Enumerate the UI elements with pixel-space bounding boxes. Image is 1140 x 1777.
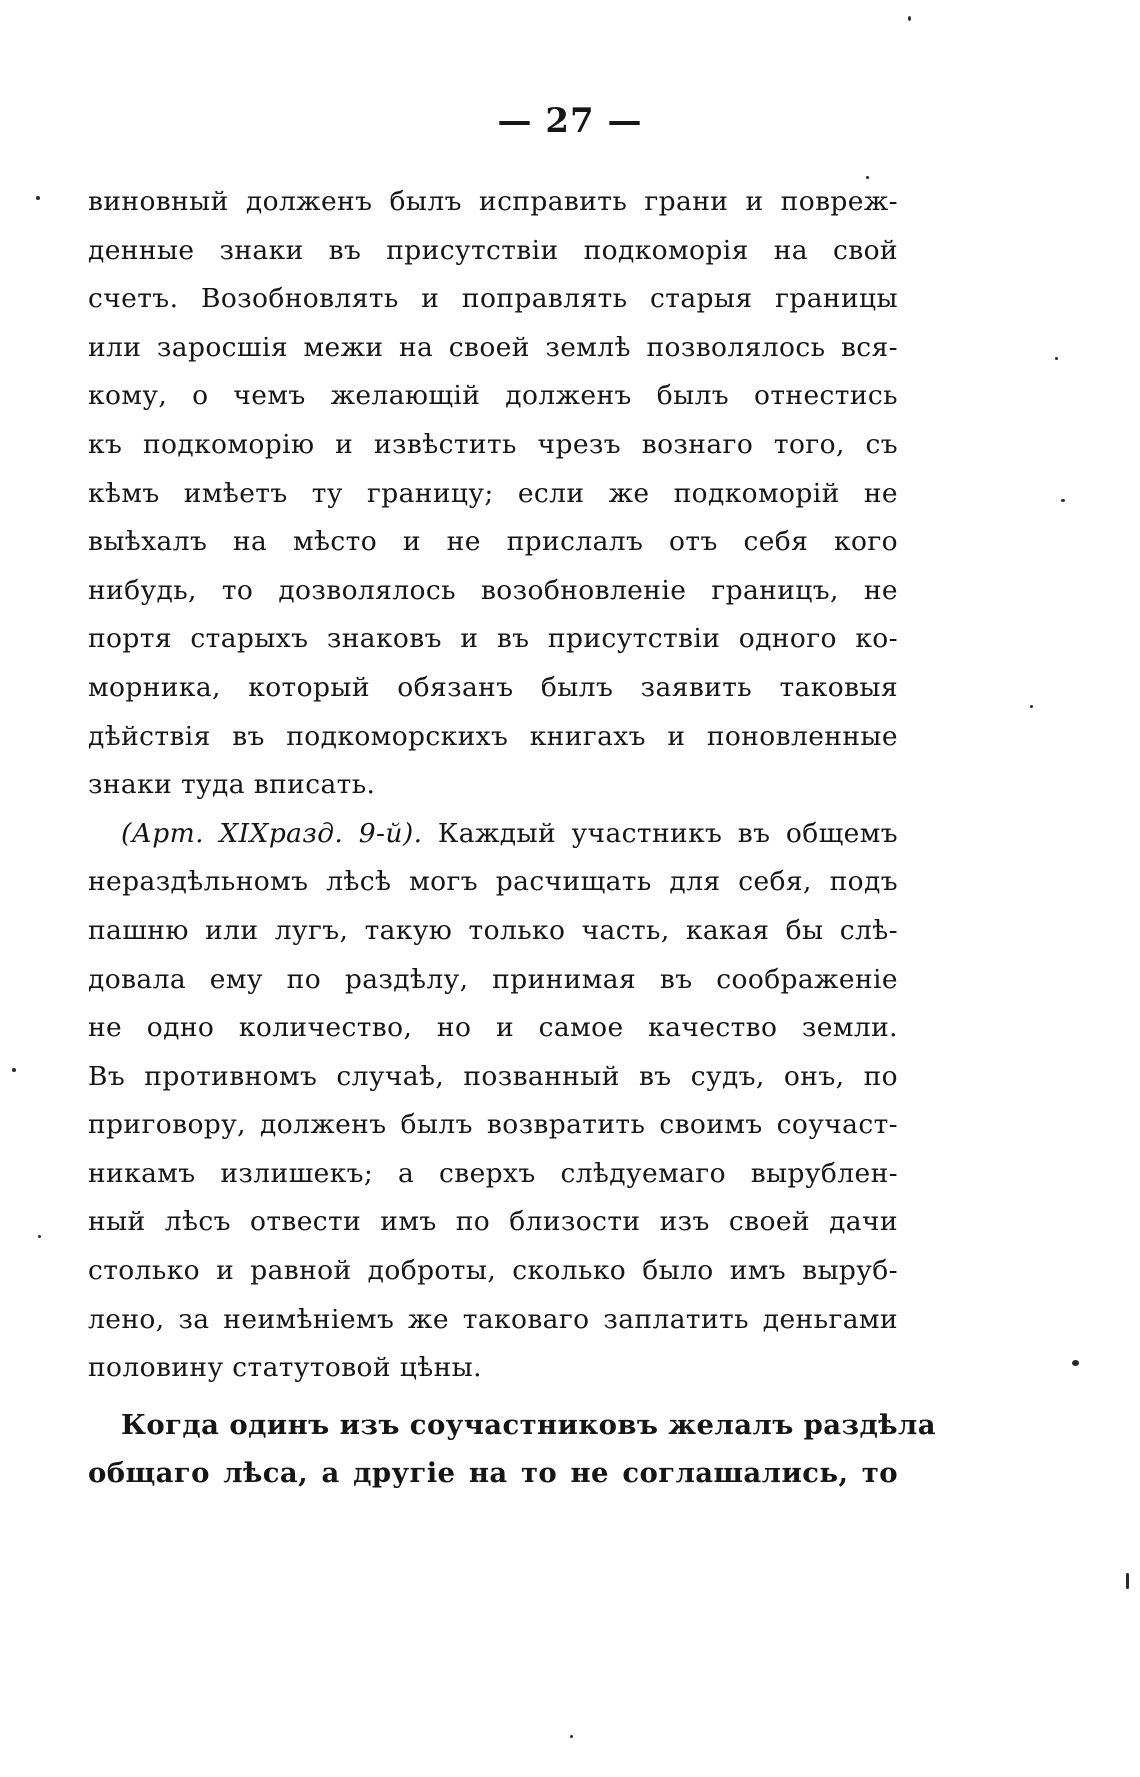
- text-line: никамъ излишекъ; а сверхъ слѣдуемаго вырублен-: [88, 1157, 898, 1189]
- scan-speck: [866, 176, 869, 179]
- text-line: ный лѣсъ отвести имъ по близости изъ своей дачи: [88, 1206, 898, 1238]
- scan-speck: [1061, 499, 1065, 502]
- text-line: или заросшія межи на своей землѣ позволялось вся-: [88, 331, 898, 363]
- text-line: Въ противномъ случаѣ, позванный въ судъ, онъ, по: [88, 1060, 898, 1092]
- text-line: пашню или лугъ, такую только часть, какая бы слѣ-: [88, 914, 898, 946]
- page-text: [88, 178, 936, 1498]
- paragraph-2: [88, 810, 898, 1393]
- text-line: [88, 810, 898, 859]
- scan-speck: [38, 1235, 41, 1238]
- scan-speck: [908, 16, 911, 21]
- text-line: кѣмъ имѣетъ ту границу; если же подкоморій не: [88, 477, 898, 509]
- text-line: денные знаки въ присутствіи подкоморія на свой: [88, 234, 898, 266]
- text-line: виновный долженъ былъ исправить грани и повреж-: [88, 186, 898, 217]
- text-line: дѣйствія въ подкоморскихъ книгахъ и поновленные: [88, 720, 898, 752]
- text-line: знаки туда вписать.: [88, 769, 376, 801]
- text-line: Когда одинъ изъ соучастниковъ желалъ раздѣла: [121, 1408, 936, 1441]
- article-reference: (Арт. XIXразд. 9-й).: [121, 817, 423, 849]
- text-line: къ подкоморію и извѣстить чрезъ вознаго того, съ: [88, 428, 898, 460]
- scan-speck: [570, 1735, 573, 1738]
- paragraph-1: [88, 178, 898, 810]
- scan-speck: [12, 1068, 16, 1072]
- text-line: половину статутовой цѣны.: [88, 1352, 482, 1384]
- paragraph-3: [88, 1401, 936, 1498]
- scan-speck: [1126, 1573, 1129, 1589]
- text-line: выѣхалъ на мѣсто и не прислалъ отъ себя кого: [88, 526, 898, 558]
- text-line: довала ему по раздѣлу, принимая въ соображеніе: [88, 963, 898, 995]
- text-line: нераздѣльномъ лѣсѣ могъ расчищать для себя, подъ: [88, 866, 898, 898]
- text-line-rest: Каждый участникъ въ общемъ: [422, 817, 898, 849]
- text-line: портя старыхъ знаковъ и въ присутствіи одного ко-: [88, 623, 898, 655]
- text-line: приговору, долженъ былъ возвратить своимъ соучаст-: [88, 1109, 898, 1141]
- text-line: счетъ. Возобновлять и поправлять старыя границы: [88, 283, 898, 315]
- scan-speck: [1030, 705, 1033, 708]
- scan-speck: [36, 196, 40, 200]
- text-line: нибудь, то дозволялось возобновленіе границъ, не: [88, 574, 898, 606]
- text-line: столько и равной доброты, сколько было имъ выруб-: [88, 1255, 898, 1287]
- paragraph-gap: [88, 1393, 898, 1401]
- text-line: кому, о чемъ желающій долженъ былъ отнестись: [88, 380, 898, 412]
- scan-speck: [1055, 357, 1058, 360]
- text-line: общаго лѣса, а другіе на то не соглашались, то: [88, 1457, 898, 1490]
- scan-speck: [1072, 1360, 1079, 1366]
- text-line: лено, за неимѣніемъ же таковаго заплатить деньгами: [88, 1303, 898, 1335]
- text-line: не одно количество, но и самое качество земли.: [88, 1012, 898, 1044]
- text-line: морника, который обязанъ былъ заявить таковыя: [88, 671, 898, 703]
- page-number: — 27 —: [497, 101, 643, 141]
